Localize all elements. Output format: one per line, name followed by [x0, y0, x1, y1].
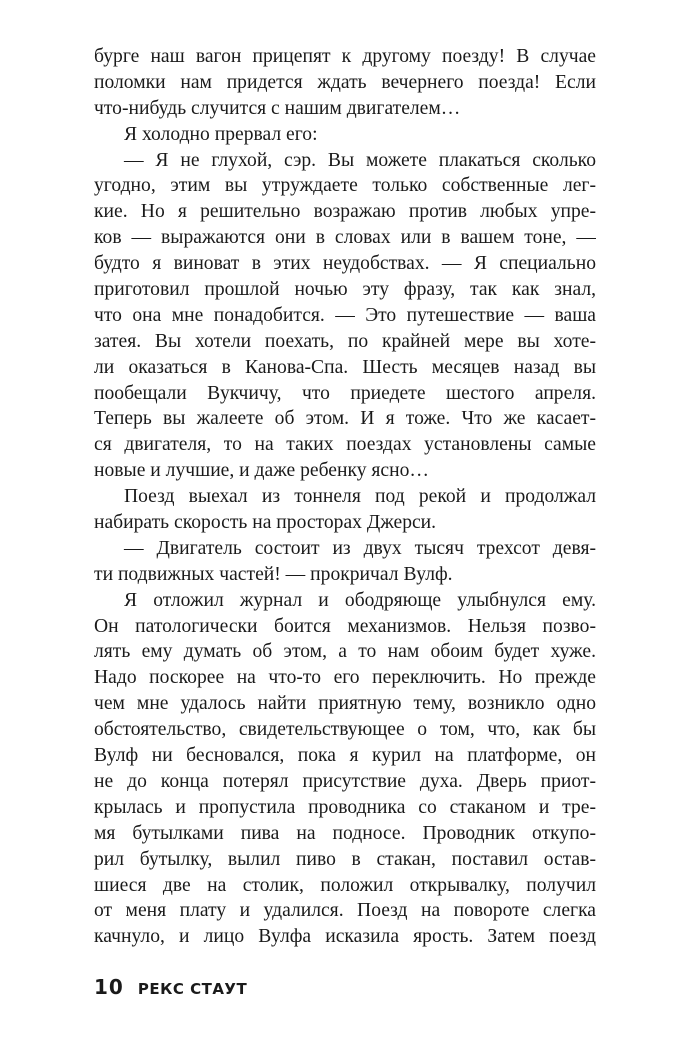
- text-line: что она мне понадобится. — Это путешествие — ваша: [94, 304, 596, 326]
- text-line: угодно, этим вы утруждаете только собственные лег-: [94, 175, 596, 197]
- text-line: кие. Но я решительно возражаю против любых упре-: [94, 201, 596, 223]
- text-line: мя бутылками пива на подносе. Проводник откупо-: [94, 822, 596, 844]
- text-line: Теперь вы жалеете об этом. И я тоже. Что же касает-: [94, 408, 596, 430]
- text-line: новые и лучшие, и даже ребенку ясно…: [94, 460, 430, 482]
- text-line: приготовил прошлой ночью эту фразу, так как знал,: [94, 279, 596, 301]
- text-line: лять ему думать об этом, а то нам обоим будет хуже.: [94, 641, 596, 663]
- text-line: не до конца потерял присутствие духа. Дверь приот-: [94, 770, 596, 792]
- text-line: Вулф ни бесновался, пока я курил на платформе, он: [94, 745, 596, 767]
- text-line: пообещали Вукчичу, что приедете шестого апреля.: [94, 382, 596, 404]
- text-line: Поезд выехал из тоннеля под рекой и продолжал: [124, 486, 596, 508]
- text-line: Я холодно прервал его:: [124, 123, 318, 145]
- text-line: поломки нам придется ждать вечернего поезда! Если: [94, 71, 596, 93]
- text-line: будто я виноват в этих неудобствах. — Я специально: [94, 253, 596, 275]
- text-line: рил бутылку, вылил пиво в стакан, поставил остав-: [94, 848, 596, 870]
- text-line: от меня плату и удалился. Поезд на повороте слегка: [94, 900, 596, 922]
- text-line: Я отложил журнал и ободряюще улыбнулся ему.: [124, 589, 596, 611]
- text-line: Он патологически боится механизмов. Нельзя позво-: [94, 615, 596, 637]
- page-footer: [94, 975, 247, 999]
- running-title: РЕКС СТАУТ: [137, 980, 248, 998]
- text-line: ся двигателя, то на таких поездах установлены самые: [94, 434, 596, 456]
- text-line: затея. Вы хотели поехать, по крайней мере вы хоте-: [94, 330, 596, 352]
- body-text: [94, 44, 596, 950]
- text-line: набирать скорость на просторах Джерси.: [94, 512, 437, 534]
- text-line: качнуло, и лицо Вулфа исказила ярость. Затем поезд: [94, 926, 596, 948]
- text-line: Надо поскорее на что-то его переключить. Но прежде: [94, 667, 596, 689]
- text-line: что-нибудь случится с нашим двигателем…: [94, 97, 461, 119]
- text-line: — Двигатель состоит из двух тысяч трехсот девя-: [124, 537, 596, 559]
- page-number: 10: [94, 975, 124, 999]
- text-line: ли оказаться в Канова-Спа. Шесть месяцев назад вы: [94, 356, 596, 378]
- text-line: бурге наш вагон прицепят к другому поезду! В случае: [94, 46, 596, 67]
- text-line: ти подвижных частей! — прокричал Вулф.: [94, 563, 453, 585]
- text-line: ков — выражаются они в словах или в вашем тоне, —: [94, 227, 596, 249]
- text-line: шиеся две на столик, положил открывалку, получил: [94, 874, 596, 896]
- text-line: обстоятельство, свидетельствующее о том, что, как бы: [94, 719, 596, 741]
- text-line: чем мне удалось найти приятную тему, возникло одно: [94, 693, 596, 715]
- text-line: крылась и пропустила проводника со стаканом и тре-: [94, 796, 596, 818]
- text-line: — Я не глухой, сэр. Вы можете плакаться сколько: [124, 149, 596, 171]
